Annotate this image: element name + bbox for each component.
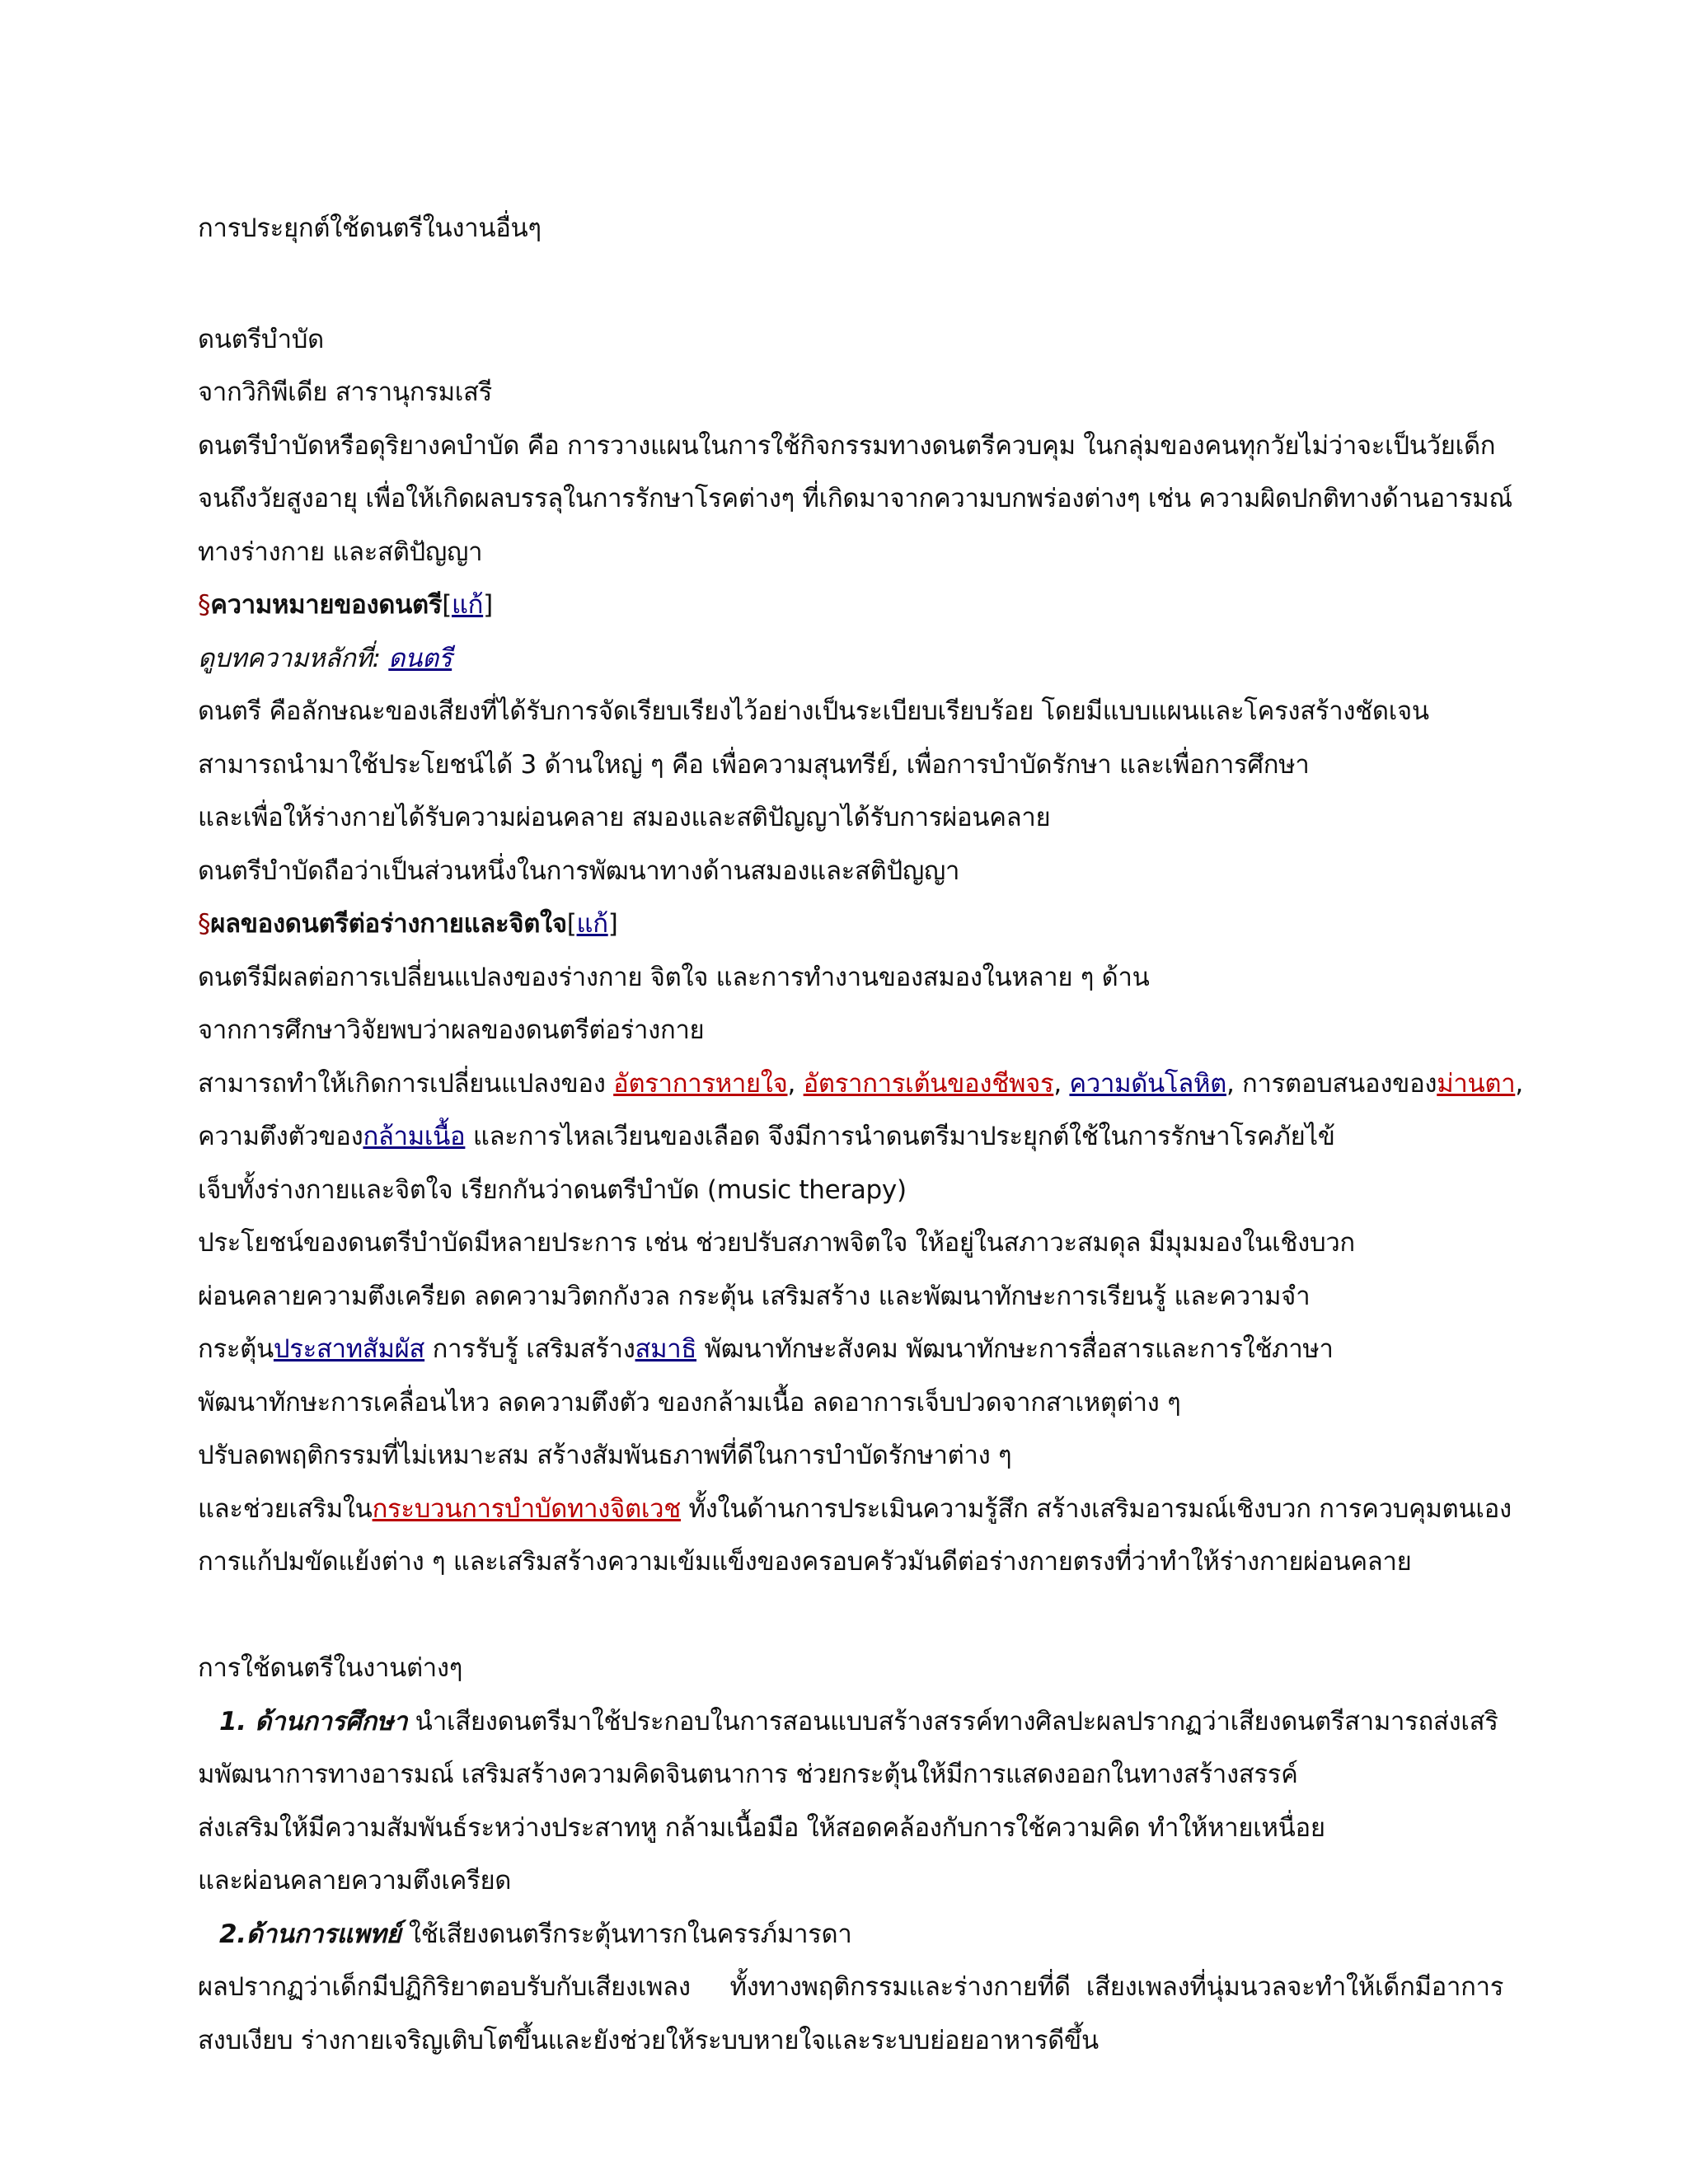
medicine-label: 2.ด้านการแพทย์	[219, 1919, 401, 1949]
link-pulse-rate[interactable]: อัตราการเต้นของชีพจร	[803, 1068, 1054, 1099]
text-run: สามารถทำให้เกิดการเปลี่ยนแปลงของ	[198, 1068, 614, 1099]
paragraph-line: มพัฒนาการทางอารมณ์ เสริมสร้างความคิดจินตนาการ ช่วยกระตุ้นให้มีการแสดงออกในทางสร้างสรรค์	[198, 1760, 1298, 1789]
main-article-prefix: ดูบทความหลักที่:	[198, 643, 389, 673]
text-run: ,	[1515, 1068, 1523, 1099]
link-concentration[interactable]: สมาธิ	[635, 1334, 697, 1364]
paragraph-line: สามารถนำมาใช้ประโยชน์ได้ 3 ด้านใหญ่ ๆ คือ เพื่อความสุนทรีย์, เพื่อการบำบัดรักษา และเพื่อการศึกษา	[198, 749, 1310, 780]
edit-link[interactable]: แก้	[576, 909, 608, 939]
text-run: ,	[1053, 1068, 1070, 1099]
article-heading: ดนตรีบำบัด	[198, 324, 324, 354]
link-psychotherapy[interactable]: กระบวนการบำบัดทางจิตเวช	[372, 1493, 681, 1524]
paragraph-line: ดนตรี คือลักษณะของเสียงที่ได้รับการจัดเรียบเรียงไว้อย่างเป็นระเบียบเรียบร้อย โดยมีแบบแผนและโครงสร้างชัดเจน	[198, 696, 1429, 726]
text-run: ใช้เสียงดนตรีกระตุ้นทารกในครรภ์มารดา	[401, 1919, 852, 1949]
main-article-note	[198, 632, 1540, 686]
close-bracket: ]	[607, 909, 618, 939]
section-symbol: §	[198, 909, 211, 939]
intro-line: ดนตรีบำบัดหรือดุริยางคบำบัด คือ การวางแผนในการใช้กิจกรรมทางดนตรีควบคุม ในกลุ่มของคนทุกวัยไม่ว่าจะเป็นวัยเด็ก	[198, 430, 1496, 461]
paragraph-line	[198, 1110, 1540, 1164]
paragraph-line: และเพื่อให้ร่างกายได้รับความผ่อนคลาย สมองและสติปัญญาได้รับการผ่อนคลาย	[198, 803, 1051, 832]
education-label: 1. ด้านการศึกษา	[219, 1706, 408, 1736]
spacer	[198, 1589, 1540, 1643]
paragraph-line: ดนตรีบำบัดถือว่าเป็นส่วนหนึ่งในการพัฒนาทางด้านสมองและสติปัญญา	[198, 855, 960, 886]
link-breathing-rate[interactable]: อัตราการหายใจ	[613, 1068, 788, 1099]
intro-line: ทางร่างกาย และสติปัญญา	[198, 537, 483, 567]
paragraph-line	[198, 1057, 1540, 1111]
paragraph-line: การแก้ปมขัดแย้งต่าง ๆ และเสริมสร้างความเข้มแข็งของครอบครัวมันดีต่อร่างกายตรงที่ว่าทำให้ร่างกายผ่อนคลาย	[198, 1547, 1412, 1577]
paragraph-line	[198, 1695, 1540, 1749]
paragraph-line: ดนตรีมีผลต่อการเปลี่ยนแปลงของร่างกาย จิตใจ และการทำงานของสมองในหลาย ๆ ด้าน	[198, 962, 1150, 992]
paragraph-line: สงบเงียบ ร่างกายเจริญเติบโตขึ้นและยังช่วยให้ระบบหายใจและระบบย่อยอาหารดีขึ้น	[198, 2025, 1099, 2055]
intro-line: จนถึงวัยสูงอายุ เพื่อให้เกิดผลบรรลุในการรักษาโรคต่างๆ ที่เกิดมาจากความบกพร่องต่างๆ เช่น ความผิดปกติทางด้านอารมณ์	[198, 484, 1512, 513]
section-heading-effects	[198, 898, 1540, 951]
paragraph-line: ปรับลดพฤติกรรมที่ไม่เหมาะสม สร้างสัมพันธภาพที่ดีในการบำบัดรักษาต่าง ๆ	[198, 1441, 1012, 1470]
article-source: จากวิกิพีเดีย สารานุกรมเสรี	[198, 377, 492, 407]
text-run: การรับรู้ เสริมสร้าง	[424, 1334, 635, 1364]
main-article-link[interactable]: ดนตรี	[388, 643, 452, 673]
usage-heading: การใช้ดนตรีในงานต่างๆ	[198, 1653, 463, 1683]
page-title: การประยุกต์ใช้ดนตรีในงานอื่นๆ	[198, 213, 542, 243]
section-title: ความหมายของดนตรี	[210, 590, 443, 620]
text-run: และการไหลเวียนของเลือด จึงมีการนำดนตรีมาประยุกต์ใช้ในการรักษาโรคภัยไข้	[465, 1122, 1335, 1151]
close-bracket: ]	[483, 590, 493, 620]
paragraph-line: ประโยชน์ของดนตรีบำบัดมีหลายประการ เช่น ช่วยปรับสภาพจิตใจ ให้อยู่ในสภาวะสมดุล มีมุมมองในเชิงบวก	[198, 1228, 1355, 1258]
edit-link[interactable]: แก้	[451, 590, 484, 620]
text-run: ความตึงตัวของ	[198, 1122, 363, 1151]
paragraph-line: ผลปรากฏว่าเด็กมีปฏิกิริยาตอบรับกับเสียงเพลง ทั้งทางพฤติกรรมและร่างกายที่ดี เสียงเพลงที่นุ่มนวลจะทำให้เด็กมีอาการ	[198, 1972, 1504, 2002]
paragraph-line: จากการศึกษาวิจัยพบว่าผลของดนตรีต่อร่างกาย	[198, 1015, 705, 1045]
section-title: ผลของดนตรีต่อร่างกายและจิตใจ	[210, 909, 567, 939]
paragraph-line	[198, 1908, 1540, 1961]
link-senses[interactable]: ประสาทสัมผัส	[273, 1334, 425, 1364]
paragraph-line: เจ็บทั้งร่างกายและจิตใจ เรียกกันว่าดนตรีบำบัด (music therapy)	[198, 1174, 907, 1205]
paragraph-line: ผ่อนคลายความตึงเครียด ลดความวิตกกังวล กระตุ้น เสริมสร้าง และพัฒนาทักษะการเรียนรู้ และความจำ	[198, 1281, 1311, 1311]
section-heading-meaning	[198, 579, 1540, 632]
text-run: นำเสียงดนตรีมาใช้ประกอบในการสอนแบบสร้างสรรค์ทางศิลปะผลปรากฏว่าเสียงดนตรีสามารถส่งเสริ	[407, 1706, 1498, 1736]
paragraph-line: พัฒนาทักษะการเคลื่อนไหว ลดความตึงตัว ของกล้ามเนื้อ ลดอาการเจ็บปวดจากสาเหตุต่าง ๆ	[198, 1387, 1181, 1418]
paragraph-line: ส่งเสริมให้มีความสัมพันธ์ระหว่างประสาทหู กล้ามเนื้อมือ ให้สอดคล้องกับการใช้ความคิด ทำให้หายเหนื่อย	[198, 1812, 1325, 1843]
open-bracket: [	[442, 590, 452, 620]
text-run: กระตุ้น	[198, 1334, 274, 1364]
paragraph-line: และผ่อนคลายความตึงเครียด	[198, 1866, 512, 1896]
paragraph-line	[198, 1323, 1540, 1376]
text-run: พัฒนาทักษะสังคม พัฒนาทักษะการสื่อสารและการใช้ภาษา	[696, 1334, 1334, 1364]
link-muscle[interactable]: กล้ามเนื้อ	[363, 1122, 466, 1151]
paragraph-line	[198, 1483, 1540, 1536]
link-iris[interactable]: ม่านตา	[1437, 1068, 1516, 1099]
link-blood-pressure[interactable]: ความดันโลหิต	[1069, 1068, 1226, 1099]
text-run: ,	[787, 1068, 804, 1099]
open-bracket: [	[566, 909, 577, 939]
section-symbol: §	[198, 590, 211, 620]
text-run: , การตอบสนองของ	[1226, 1068, 1437, 1099]
text-run: และช่วยเสริมใน	[198, 1493, 373, 1524]
text-run: ทั้งในด้านการประเมินความรู้สึก สร้างเสริมอารมณ์เชิงบวก การควบคุมตนเอง	[680, 1493, 1512, 1524]
